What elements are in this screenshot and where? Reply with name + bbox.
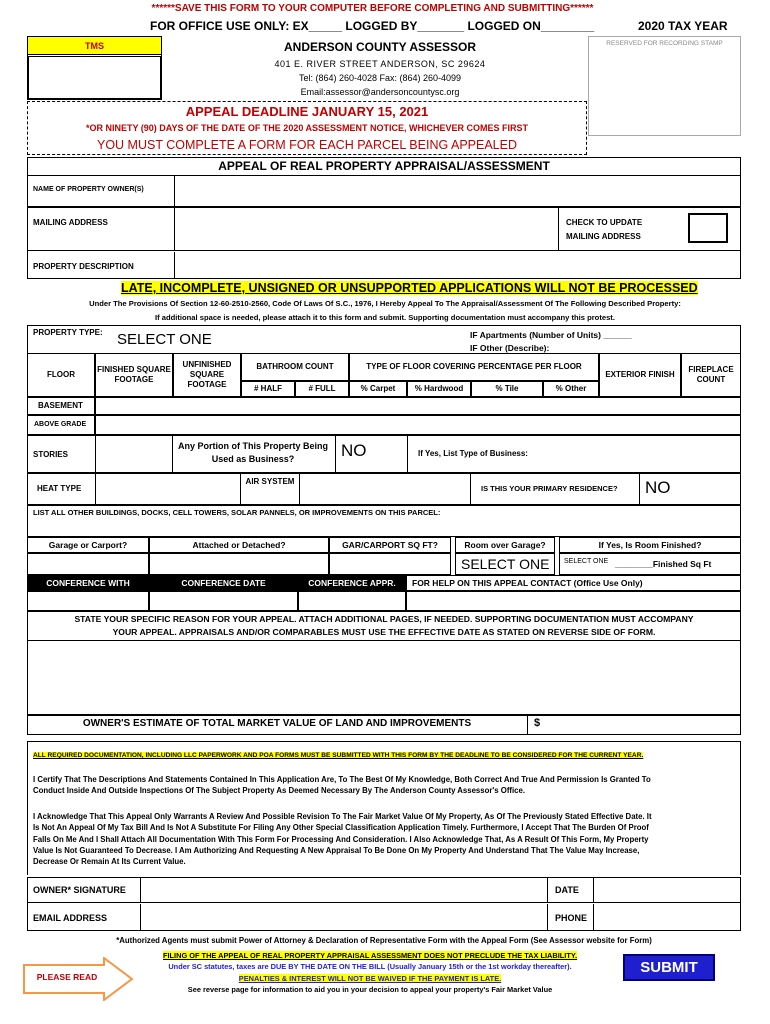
phone-input[interactable] bbox=[593, 904, 740, 930]
ninety-days-note: *OR NINETY (90) DAYS OF THE DATE OF THE 2020 ASSESSMENT NOTICE, WHICHEVER COMES FIRST bbox=[85, 123, 529, 133]
statutes-note: Under SC statutes, taxes are DUE BY THE DATE ON THE BILL (Usually January 15th or the 1st workday thereafter). bbox=[168, 962, 572, 972]
recording-stamp-box bbox=[588, 36, 741, 136]
reason-line-1: STATE YOUR SPECIFIC REASON FOR YOUR APPEAL. ATTACH ADDITIONAL PAGES, IF NEEDED. SUPPORTING DOCUMENTATION MUST ACCOMPANY bbox=[74, 614, 694, 624]
conference-date-input[interactable] bbox=[149, 591, 298, 611]
office-address: 401 E. RIVER STREET ANDERSON, SC 29624 bbox=[274, 59, 486, 69]
primary-residence-value: NO bbox=[645, 478, 671, 497]
each-parcel-note: YOU MUST COMPLETE A FORM FOR EACH PARCEL BEING APPEALED bbox=[96, 138, 517, 152]
footer-notice bbox=[120, 950, 620, 996]
conference-with-label: CONFERENCE WITH bbox=[27, 575, 149, 591]
conference-with-input[interactable] bbox=[27, 591, 149, 611]
owner-signature-label: OWNER* SIGNATURE bbox=[33, 885, 126, 895]
provisions-text: Under The Provisions Of Section 12-60-2510-2560, Code Of Laws Of S.C., 1976, I Hereby Appeal To The Appraisal/Assessment Of The Following Described Property: bbox=[89, 299, 681, 308]
garage-sqft-input[interactable] bbox=[329, 553, 451, 575]
certify-p2-line4: Value Is Not Guaranteed To Decrease. I Am Authorizing And Requesting A New Appraisal To Be Done On My Property And Understand That The Value May Increase, bbox=[33, 845, 640, 855]
email-input[interactable] bbox=[140, 904, 548, 930]
recording-stamp-label: RESERVED FOR RECORDING STAMP bbox=[606, 40, 723, 47]
property-type-label: PROPERTY TYPE: bbox=[33, 328, 103, 337]
office-use-line: FOR OFFICE USE ONLY: EX_____ LOGGED BY_______ LOGGED ON________ bbox=[150, 19, 595, 33]
conference-appr-input[interactable] bbox=[298, 591, 406, 611]
business-question: Any Portion of This Property Being Used as Business? bbox=[178, 441, 329, 464]
penalties-note: PENALTIES & INTEREST WILL NOT BE WAIVED IF THE PAYMENT IS LATE. bbox=[238, 973, 502, 983]
certify-p1-line1: I Certify That The Descriptions And Statements Contained In This Application Are, To The Best Of My Knowledge, Both Correct And True And Permission Is Granted To bbox=[33, 775, 651, 784]
property-desc-input[interactable] bbox=[174, 252, 740, 278]
date-label: DATE bbox=[555, 885, 579, 895]
heat-type-input[interactable] bbox=[95, 474, 241, 504]
tms-input[interactable] bbox=[28, 56, 161, 99]
tax-year: 2020 TAX YEAR bbox=[638, 19, 728, 33]
date-input[interactable] bbox=[593, 878, 740, 902]
tms-label: TMS bbox=[28, 37, 161, 55]
other-covering-header: % Other bbox=[543, 381, 599, 397]
above-grade-row-input[interactable] bbox=[95, 415, 741, 435]
room-finished-header: If Yes, Is Room Finished? bbox=[559, 537, 741, 553]
email-label: EMAIL ADDRESS bbox=[33, 913, 108, 923]
room-finished-value: SELECT ONE bbox=[564, 558, 609, 565]
office-name: ANDERSON COUNTY ASSESSOR bbox=[283, 40, 477, 54]
business-type-label: If Yes, List Type of Business: bbox=[418, 449, 528, 458]
save-notice: ******SAVE THIS FORM TO YOUR COMPUTER BEFORE COMPLETING AND SUBMITTING****** bbox=[151, 3, 594, 14]
stories-input[interactable] bbox=[95, 436, 173, 472]
business-select[interactable] bbox=[335, 436, 408, 472]
floor-header: FLOOR bbox=[27, 353, 95, 397]
full-bath-header: # FULL bbox=[295, 381, 349, 397]
certify-p2-line1: I Acknowledge That This Appeal Only Warrants A Review And Possible Revision To The Fair Market Value Of My Property, As Of The Previously Stated Effective Date. It bbox=[33, 812, 652, 821]
conference-appr-label: CONFERENCE APPR. bbox=[298, 575, 406, 591]
tile-header: % Tile bbox=[471, 381, 543, 397]
room-over-garage-value: SELECT ONE bbox=[461, 556, 550, 572]
office-email: Email:assessor@andersoncountysc.org bbox=[300, 87, 460, 97]
room-over-garage-select[interactable] bbox=[455, 553, 555, 575]
update-mailing-checkbox[interactable] bbox=[688, 213, 728, 243]
other-describe: IF Other (Describe): bbox=[470, 343, 550, 353]
help-contact-input[interactable] bbox=[406, 591, 741, 611]
estimate-input[interactable] bbox=[527, 716, 740, 734]
finished-sqft-header: FINISHED SQUARE FOOTAGE bbox=[95, 353, 173, 397]
mailing-address-label: MAILING ADDRESS bbox=[33, 218, 108, 227]
submit-button[interactable]: SUBMIT bbox=[623, 954, 715, 981]
deadline-title: APPEAL DEADLINE JANUARY 15, 2021 bbox=[185, 104, 429, 119]
owner-name-input[interactable] bbox=[174, 176, 740, 206]
stories-label: STORIES bbox=[33, 450, 68, 459]
attached-detached-header: Attached or Detached? bbox=[149, 537, 329, 553]
above-grade-label: ABOVE GRADE bbox=[27, 415, 95, 435]
unfinished-sqft-header: UNFINISHED SQUARE FOOTAGE bbox=[173, 353, 241, 397]
certify-p2-line2: Is Not An Appeal Of My Tax Bill And Is Not A Substitute For Filing Any Other Special Classification Application Timely. Furthermore, I Accept That The Burden Of Proof bbox=[33, 823, 649, 833]
basement-row-input[interactable] bbox=[95, 397, 741, 415]
basement-label: BASEMENT bbox=[27, 397, 95, 415]
check-update-label-2: MAILING ADDRESS bbox=[566, 232, 641, 241]
attached-detached-input[interactable] bbox=[149, 553, 329, 575]
property-type-select[interactable]: SELECT ONE bbox=[117, 331, 212, 348]
help-contact-label: FOR HELP ON THIS APPEAL CONTACT (Office Use Only) bbox=[406, 575, 741, 591]
garage-carport-input[interactable] bbox=[27, 553, 149, 575]
buildings-label: LIST ALL OTHER BUILDINGS, DOCKS, CELL TOWERS, SOLAR PANNELS, OR IMPROVEMENTS ON THIS PARCEL: bbox=[33, 508, 441, 517]
check-update-label-1: CHECK TO UPDATE bbox=[566, 218, 643, 227]
office-phone-fax: Tel: (864) 260-4028 Fax: (864) 260-4099 bbox=[298, 73, 462, 83]
phone-label: PHONE bbox=[555, 913, 588, 923]
apartments-units: IF Apartments (Number of Units) ______ bbox=[470, 330, 632, 340]
half-bath-header: # HALF bbox=[241, 381, 295, 397]
finished-sqft-label: ________Finished Sq Ft bbox=[615, 559, 712, 569]
estimate-label: OWNER'S ESTIMATE OF TOTAL MARKET VALUE OF LAND AND IMPROVEMENTS bbox=[82, 718, 472, 729]
conference-date-label: CONFERENCE DATE bbox=[149, 575, 298, 591]
primary-residence-label: IS THIS YOUR PRIMARY RESIDENCE? bbox=[481, 484, 618, 493]
additional-space-text: If additional space is needed, please attach it to this form and submit. Supporting documentation must accompany this protest. bbox=[155, 313, 615, 322]
garage-sqft-header: GAR/CARPORT SQ FT? bbox=[329, 537, 451, 553]
garage-carport-header: Garage or Carport? bbox=[27, 537, 149, 553]
required-docs-note: ALL REQUIRED DOCUMENTATION, INCLUDING LLC PAPERWORK AND POA FORMS MUST BE SUBMITTED WITH THIS FORM BY THE DEADLINE TO BE CONSIDERED FOR THE CURRENT YEAR. bbox=[33, 752, 644, 759]
certify-p2-line5: Decrease Or Remain At Its Current Value. bbox=[33, 857, 186, 867]
dollar-sign: $ bbox=[534, 717, 541, 729]
buildings-input[interactable] bbox=[28, 519, 740, 536]
business-select-value: NO bbox=[341, 441, 367, 460]
filing-note: FILING OF THE APPEAL OF REAL PROPERTY APPRAISAL ASSESSMENT DOES NOT PRECLUDE THE TAX LIABILITY. bbox=[162, 951, 578, 960]
certify-p1-line2: Conduct Inside And Outside Inspections Of The Subject Property As Deemed Necessary By The Anderson County Assessor's Office. bbox=[33, 786, 526, 796]
owner-signature-input[interactable] bbox=[140, 878, 548, 902]
heat-type-label: HEAT TYPE bbox=[37, 484, 82, 493]
owner-name-label: NAME OF PROPERTY OWNER(S) bbox=[33, 186, 144, 193]
reason-line-2: YOUR APPEAL. APPRAISALS AND/OR COMPARABLES MUST USE THE EFFECTIVE DATE AS STATED ON REVERSE SIDE OF FORM. bbox=[112, 627, 656, 637]
room-over-garage-header: Room over Garage? bbox=[455, 537, 555, 553]
certify-p2-line3: Falls On Me And I Shall Attach All Documentation With This Form For Processing And Consideration. I Also Acknowledge That, As A Result Of This Form, My Property bbox=[33, 834, 649, 844]
carpet-header: % Carpet bbox=[349, 381, 407, 397]
hardwood-header: % Hardwood bbox=[407, 381, 471, 397]
form-title: APPEAL OF REAL PROPERTY APPRAISAL/ASSESSMENT bbox=[218, 159, 550, 173]
exterior-finish-header: EXTERIOR FINISH bbox=[599, 353, 681, 397]
room-finished-select[interactable] bbox=[559, 553, 741, 575]
agents-note: *Authorized Agents must submit Power of Attorney & Declaration of Representative Form with the Appeal Form (See Assessor website for Form) bbox=[116, 936, 652, 945]
mailing-address-input[interactable] bbox=[174, 208, 559, 250]
air-system-input[interactable] bbox=[299, 474, 471, 504]
air-system-label: AIR SYSTEM bbox=[245, 477, 295, 486]
please-read-label: PLEASE READ bbox=[36, 972, 98, 982]
reason-textarea[interactable] bbox=[27, 641, 741, 715]
primary-residence-select[interactable] bbox=[639, 474, 740, 504]
late-notice-title: LATE, INCOMPLETE, UNSIGNED OR UNSUPPORTED APPLICATIONS WILL NOT BE PROCESSED bbox=[121, 281, 698, 295]
bathroom-count-header: BATHROOM COUNT bbox=[241, 353, 349, 381]
see-reverse-note: See reverse page for information to aid you in your decision to appeal your property's Fair Market Value bbox=[187, 985, 553, 995]
fireplace-count-header: FIREPLACE COUNT bbox=[681, 353, 741, 397]
floor-covering-header: TYPE OF FLOOR COVERING PERCENTAGE PER FLOOR bbox=[349, 353, 599, 381]
property-desc-label: PROPERTY DESCRIPTION bbox=[33, 262, 134, 271]
